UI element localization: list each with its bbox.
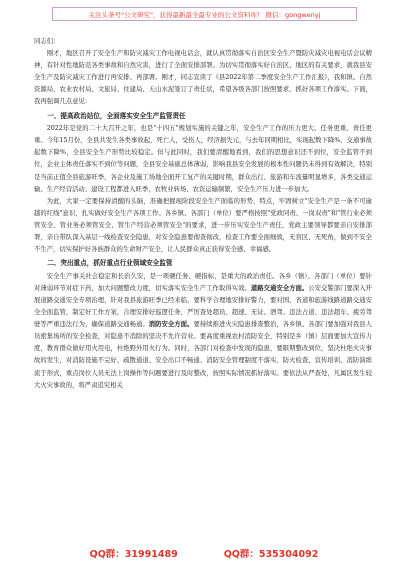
- paragraph-3-lead: 安全生产事关社会稳定和长治久安，是一项硬任务、硬指标，是重大的政治责任。各乡（镇）、各部门（单位）要针对薄弱环节对症下药，加大问题整改力度，切实落实安全生产工作取得实效。: [34, 272, 372, 292]
- document-body: [34, 36, 372, 392]
- top-banner: [52, 7, 357, 21]
- fire-safety-label: 消防安全方面。: [148, 321, 194, 329]
- paragraph-2: 为此，大家一定要保持清醒的头脑，准确把握现阶段安全生产面临的形势，特点，牢固树立"安全生产是一条不可逾越的红线"意识，扎实做好安全生产各项工作。各乡镇、各部门（单位）要严格按照"党政同责、一岗双责"和"管行业必须管安全、管业务必须管安全、管生产经营必须管安全"的要求，进一步压实安全生产责任，党政主要领导都要亲自安排部署，亲自带队深入基层一线检查安全隐患，对安全隐患要彻查彻改，检查工作要全面细致，无盲区、无死角，做到不安全不生产，切实保护好各族群众的生命财产安全，让人民群众真正获得安全感、幸福感。: [34, 197, 372, 254]
- banner-text: 关注头条号"公文研究"，获得最新最全最专业的公文资料库！ 微信：gongwenyj: [88, 10, 321, 19]
- paragraph-3: [34, 271, 372, 392]
- salutation: 同志们：: [34, 38, 60, 45]
- paragraph-1: 2022年是党的二十大召开之年，也是"十四五"规划实施的关键之年，安全生产工作的压力更大、任务更重、责任更重。今年15月份，全县共发生各类事故起，死亡人，受伤人，经济损失元，与去年同期相比，实现起数下降%、交通事故起数下降%，全县安全生产形势比较稳定。但与此同时，我们要清醒地看到，我们的思想意识还不到位，安全监管不到位，企业主体责任落实不到位等问题，全县安全基础总体薄弱，影响我县安全发展的根本性问题仍未得到有效解决，特别是当前正值全县旅游旺季，各企业及施工场地全面开工复产的关键时期，群众出行、旅游和车流量明显增多，各类交通运输、生产经营活动、建设工程都进入旺季，农牧业转场、农资运输频繁，安全生产压力进一步加大。: [34, 125, 372, 193]
- footer: [0, 546, 408, 560]
- traffic-safety-label: 道路交通安全方面。: [250, 284, 309, 292]
- fire-safety-text: 要持续推进火灾隐患排查整治，各乡镇、各部门要加强对我县人员密集场所的安全检查，对隐患不消除的坚决不允许营业。要高度重视农村消防安全，特别是乡（镇）层面要加大宣传力度，教育群众做好用火用电，杜绝野外用火行为。同时，各部门对检查中发现的隐患，要限期整改到位，坚决杜绝火灾事故的发生，对消防设施不完好、疏散通道、安全出口不畅通、消防安全管理制度不落实、防火检查、宣传培训、消防演练流于形式，重点岗位人员无法上岗操作等问题要进行及时整改，按照实际情况抓好落实。要依法从严查处，凡属区发生较大火灾事故的，将严肃追究相关: [34, 321, 372, 389]
- traffic-safety-text: 公安交警部门要深入开展道路交通安全专项治理，针对我县旅游旺季已经来临，要科学合理地安排好警力，要对国、省道和旅游线路道路交通安全全面监管，制定好工作方案，合理安排好巡逻任务，严厉查处超员、超速、无证、酒驾、违法占道、违法超车、疲劳驾驶等严重违法行为，确保道路交通畅通。: [34, 284, 372, 329]
- section-heading-2: 二、突出重点，抓好重点行业领域安全监管: [47, 259, 173, 268]
- intro-paragraph: 刚才，地区召开了安全生产和防灾减灾工作电视电话会，就认真贯彻落实自治区安全生产暨防灾减灾电视电话会议精神，有针对性地防范各类事故和自然灾害，进行了全面安排部署。为切实贯彻落实好自治区、地区的有关要求，就我县安全生产及防灾减灾工作进行再安排、再部署。刚才，同志宣读了《县2022年第二季度安全生产工作汇报》，我和镇、自然资源局、农业农村局、文旅局、住建局、天山水泥签订了责任状，希望各级各部门按照要求，抓好各项工作落实。下面，我再强调几点意见：: [34, 50, 372, 106]
- qq-group-1: QQ群：31991489: [89, 549, 178, 560]
- qq-group-2: QQ群：535304092: [223, 549, 319, 560]
- section-heading-1: 一、提高政治站位，全面落实安全生产监管责任: [47, 111, 186, 120]
